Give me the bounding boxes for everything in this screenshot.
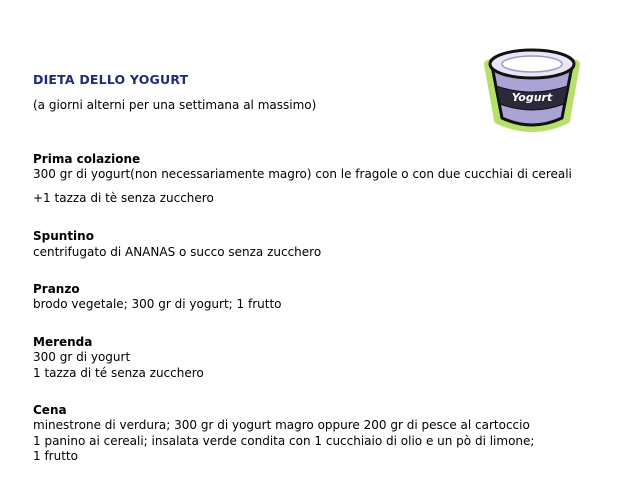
section-heading-cena: Cena	[33, 403, 67, 417]
section-line: 300 gr di yogurt(non necessariamente magro) con le fragole o con due cucchiai di cereali	[33, 167, 572, 181]
section-heading-spuntino: Spuntino	[33, 229, 94, 243]
section-line: 1 frutto	[33, 449, 78, 463]
section-line: 300 gr di yogurt	[33, 350, 131, 364]
section-heading-pranzo: Pranzo	[33, 282, 80, 296]
document-subtitle: (a giorni alterni per una settimana al massimo)	[33, 98, 317, 112]
section-line: centrifugato di ANANAS o succo senza zucchero	[33, 245, 322, 259]
document-title: DIETA DELLO YOGURT	[33, 72, 189, 87]
section-line: +1 tazza di tè senza zucchero	[33, 191, 214, 205]
logo-text: Yogurt	[511, 91, 553, 104]
section-line: brodo vegetale; 300 gr di yogurt; 1 frutto	[33, 297, 282, 311]
section-heading-prima-colazione: Prima colazione	[33, 152, 141, 166]
yogurt-cup-icon	[482, 42, 582, 137]
section-line: 1 tazza di té senza zucchero	[33, 366, 204, 380]
section-heading-merenda: Merenda	[33, 335, 93, 349]
section-line: 1 panino ai cereali; insalata verde condita con 1 cucchiaio di olio e un pò di limone;	[33, 434, 535, 448]
section-line: minestrone di verdura; 300 gr di yogurt magro oppure 200 gr di pesce al cartoccio	[33, 418, 530, 432]
